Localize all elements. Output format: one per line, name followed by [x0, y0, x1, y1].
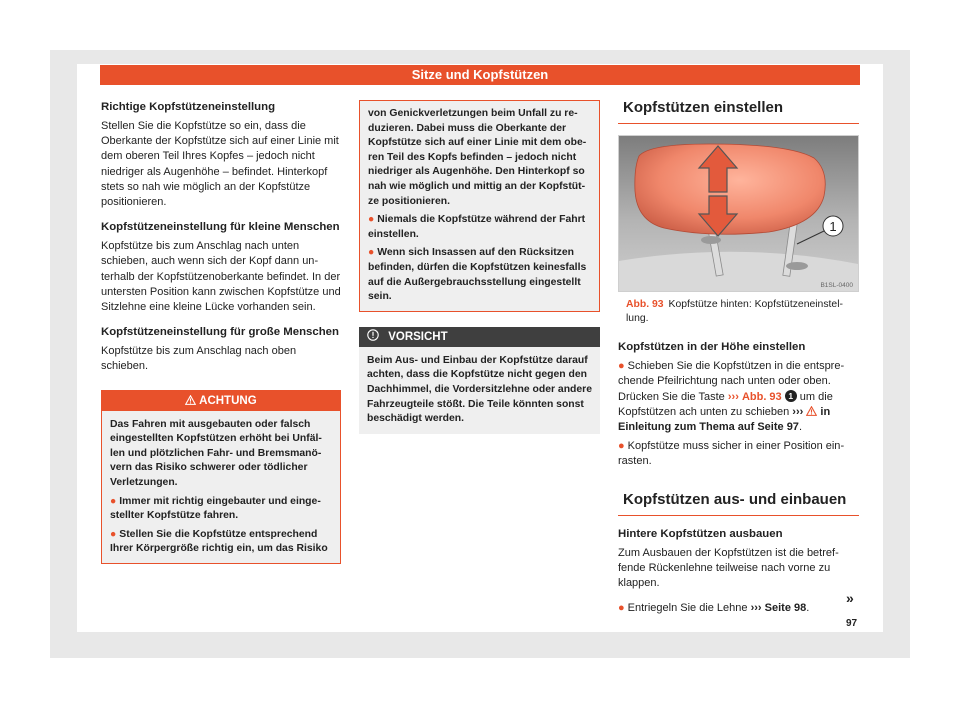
column-left: [101, 100, 341, 564]
column-right: [618, 100, 859, 627]
warning-body: [102, 411, 340, 563]
ref-arrow-3: ›››: [750, 602, 762, 615]
ref-arrow: ›››: [727, 390, 739, 403]
warning-bullet-2-text: Stellen Sie die Kopfstütze entsprechend Ihrer Körpergröße richtig ein, um das Risiko: [110, 528, 328, 555]
headrest-illustration: [619, 136, 858, 291]
warning-triangle-icon: [185, 395, 196, 405]
figure-callout-1: 1: [829, 219, 837, 235]
figure-caption: [626, 298, 859, 326]
section-title-remove: Kopfstützen aus- und einbauen: [618, 492, 859, 516]
column-middle: [359, 100, 600, 434]
caution-header: [359, 327, 600, 347]
warning-title: ACHTUNG: [199, 394, 257, 407]
warning-bullet-3-text: Niemals die Kopfstütze während der Fahrt einstellen.: [368, 214, 586, 240]
callout-number-1: 1: [785, 390, 797, 402]
warning-continued-text: von Genickverletzungen beim Unfall zu reduzieren. Dabei muss die Oberkante der Kopfstütze sich auf einer Linie mit dem oberen Teil des Kopfs befinden – jedoch nicht niedriger als Augenhöhe. Den Hinterkopf so nah wie möglich und mittig an der Kopfstütze positionieren.: [368, 108, 587, 207]
bullet-text-2: Kopfstütze muss sicher in einer Position einrasten.: [618, 440, 845, 468]
warning-intro: Das Fahren mit ausgebauten oder falsch eingestellten Kopfstützen erhöht bei Unfällen und plötzlichen Fahr- und Bremsmanövern das Risiko schwerer oder tödlicher Verletzungen.: [110, 418, 322, 489]
caution-box: [359, 327, 600, 434]
section-title-adjust: Kopfstützen einstellen: [618, 100, 859, 124]
warning-triangle-icon: [806, 406, 817, 416]
figure-label: Abb. 93: [626, 299, 664, 311]
info-circle-icon: [367, 329, 379, 341]
bullet-icon: ●: [618, 360, 625, 373]
paragraph-correct-adjustment: Stellen Sie die Kopfstütze so ein, dass die Oberkante der Kopfstütze sich auf einer Linie mit dem oberen Teil Ihres Kopfes – jedoch nicht niedriger als Augenhöhe – befindet. Hinterkopf stets so nah wie möglich an der Kopfstütze positionieren.: [101, 120, 339, 209]
page-header: Sitze und Kopfstützen: [100, 65, 860, 85]
link-seite-98[interactable]: Seite 98: [764, 602, 807, 615]
caution-body: Beim Aus- und Einbau der Kopfstütze darauf achten, dass die Kopfstütze nicht gegen den Dachhimmel, die Vordersitzlehne oder andere Fahrzeugteile stößt. Die Teile könnten sonst beschädigt werden.: [359, 347, 600, 434]
page-number: 97: [846, 618, 858, 629]
warning-bullet-2: [110, 528, 332, 557]
paragraph-rear-remove: Zum Ausbauen der Kopfstützen ist die betreffende Rückenlehne teilweise nach vorne zu klappen.: [618, 546, 839, 590]
heading-correct-adjustment: Richtige Kopfstützeneinstellung: [101, 101, 276, 113]
figure-caption-text: Kopfstütze hinten: Kopfstützeneinstellung.: [626, 299, 843, 325]
figure-code: B1SL-0400: [820, 282, 853, 290]
warning-bullet-1: [110, 495, 332, 524]
warning-box: [101, 390, 341, 564]
link-intro-page-97[interactable]: in Einleitung zum Thema auf Seite 97: [618, 405, 831, 434]
bullet-text-1: Schieben Sie die Kopfstützen in die entsprechende Pfeilrichtung nach unten oder oben. Drücken Sie die Taste: [618, 360, 845, 403]
paragraph-tall-persons: Kopfstütze bis zum Anschlag nach oben schieben.: [101, 345, 297, 373]
ref-arrow-2: ›››: [792, 405, 804, 418]
bullet-icon: ●: [368, 247, 375, 259]
warning-box-continued: [359, 100, 600, 312]
warning-bullet-4-text: Wenn sich Insassen auf den Rücksitzen befinden, dürfen die Kopfstützen keinesfalls auf die Außergebrauchsstellung eingestellt sein.: [368, 247, 587, 303]
bullet-unlock: [618, 601, 859, 616]
bullet-icon: ●: [368, 214, 375, 226]
caution-title: VORSICHT: [388, 330, 448, 343]
warning-body-continued: [360, 101, 599, 311]
punct: .: [798, 421, 802, 434]
bullet-height-adjust: [618, 359, 859, 435]
continue-marker: »: [846, 590, 854, 606]
warning-bullet-4: [368, 246, 591, 304]
bullet-icon: ●: [110, 495, 117, 507]
heading-rear-remove: Hintere Kopfstützen ausbauen: [618, 527, 783, 540]
paragraph-small-persons: Kopfstütze bis zum Anschlag nach unten schieben, auch wenn sich der Kopf dann unterhalb der Kopfstützenoberkante befindet. In der untersten Position kann zwischen Kopfstütze und Sitzlehne eine kleine Lücke vorhanden sein.: [101, 240, 341, 314]
warning-header: [102, 391, 340, 411]
figure-headrest: [618, 135, 859, 292]
bullet-icon: ●: [110, 528, 117, 540]
bullet-text-3: Entriegeln Sie die Lehne: [627, 602, 748, 615]
heading-height-adjust: Kopfstützen in der Höhe einstellen: [618, 341, 806, 354]
bullet-text-1-mid: um die Kopfstützen ach unten zu schieben: [618, 390, 833, 418]
warning-bullet-3: [368, 213, 591, 242]
bullet-icon: ●: [618, 440, 625, 453]
warning-bullet-1-text: Immer mit richtig eingebauter und eingestellter Kopfstütze fahren.: [110, 495, 321, 522]
link-abb-93[interactable]: Abb. 93: [741, 390, 782, 403]
heading-small-persons: Kopfstützeneinstellung für kleine Menschen: [101, 221, 340, 234]
punct: .: [806, 602, 810, 615]
bullet-lock: [618, 439, 859, 469]
heading-tall-persons: Kopfstützeneinstellung für große Menschen: [101, 326, 339, 339]
bullet-icon: ●: [618, 602, 625, 615]
